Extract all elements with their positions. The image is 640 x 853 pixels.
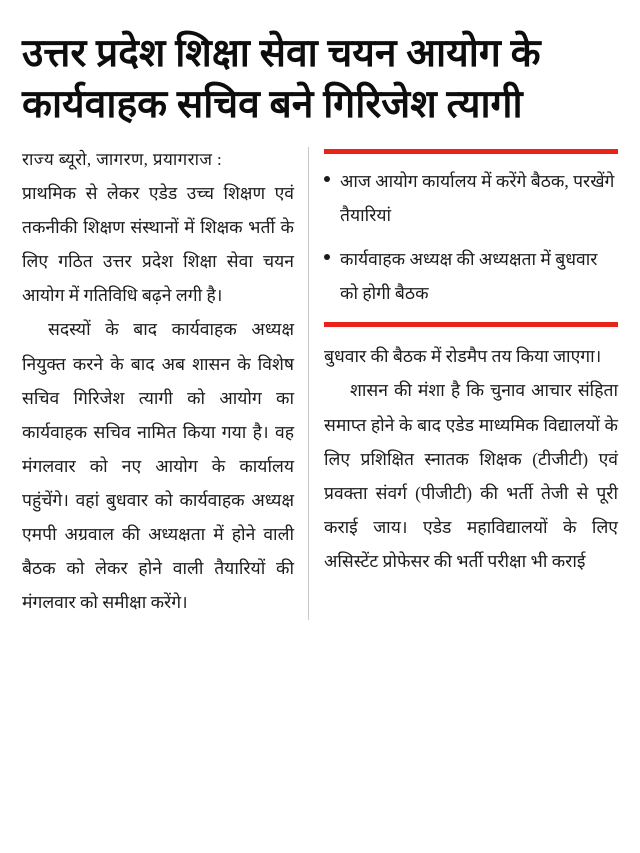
bullet-text: कार्यवाहक अध्यक्ष की अध्यक्षता में बुधवार को होगी बैठक bbox=[340, 249, 598, 304]
list-item bbox=[324, 164, 618, 232]
bullet-dot-icon bbox=[324, 176, 330, 182]
highlight-bullet-list bbox=[324, 164, 618, 311]
headline-line-1: उत्तर प्रदेश शिक्षा सेवा चयन आयोग के bbox=[22, 32, 541, 75]
right-paragraph-1: बुधवार की बैठक में रोडमैप तय किया जाएगा। bbox=[324, 346, 602, 367]
bullet-dot-icon bbox=[324, 254, 330, 260]
left-paragraph-lead: प्राथमिक से लेकर एडेड उच्च शिक्षण एवं तकनीकी शिक्षण संस्थानों में शिक्षक भर्ती के लिए गठित उत्तर प्रदेश शिक्षा सेवा चयन आयोग में गतिविधि बढ़ने लगी है। bbox=[22, 182, 294, 306]
byline: राज्य ब्यूरो, जागरण, प्रयागराज : bbox=[22, 149, 223, 169]
right-paragraph-2: शासन की मंशा है कि चुनाव आचार संहिता समाप्त होने के बाद एडेड माध्यमिक विद्यालयों के लिए प्रशिक्षित स्नातक शिक्षक (टीजीटी) एवं प्रवक्ता संवर्ग (पीजीटी) की भर्ती तेजी से पूरी कराई जाय। एडेड महाविद्यालयों के लिए असिस्टेंट प्रोफेसर की भर्ती परीक्षा भी कराई bbox=[324, 380, 618, 571]
list-item bbox=[324, 242, 618, 310]
red-rule-top bbox=[324, 149, 618, 154]
right-column bbox=[309, 143, 618, 620]
left-paragraph-2: सदस्यों के बाद कार्यवाहक अध्यक्ष नियुक्त करने के बाद अब शासन के विशेष सचिव गिरिजेश त्यागी को आयोग का कार्यवाहक सचिव नामित किया गया है। वह मंगलवार को नए आयोग के कार्यालय पहुंचेंगे। वहां बुधवार को कार्यवाहक अध्यक्ष एमपी अग्रवाल की अध्यक्षता में होने वाली बैठक को लेकर होने वाली तैयारियों की मंगलवार को समीक्षा करेंगे। bbox=[22, 319, 294, 613]
article-columns bbox=[22, 143, 618, 620]
bullet-text: आज आयोग कार्यालय में करेंगे बैठक, परखेंगे तैयारियां bbox=[340, 170, 615, 225]
headline-line-2: कार्यवाहक सचिव बने गिरिजेश त्यागी bbox=[22, 83, 523, 127]
page-title bbox=[22, 26, 618, 133]
left-column bbox=[22, 143, 308, 620]
red-rule-bottom bbox=[324, 322, 618, 327]
